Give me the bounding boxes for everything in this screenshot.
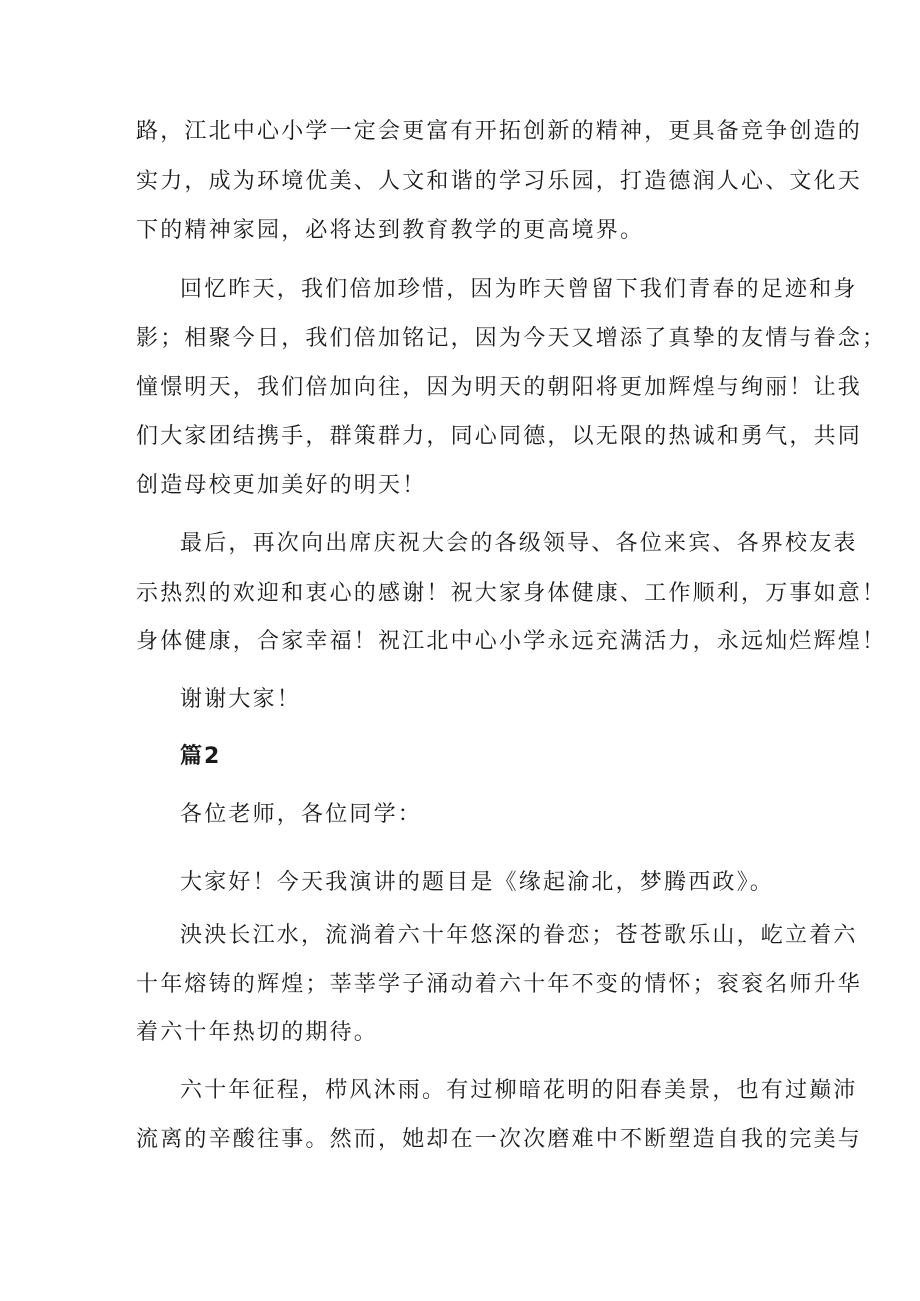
paragraph-2-line-2: 影；相聚今日，我们倍加铭记，因为今天又增添了真挚的友情与眷念； [136,326,887,351]
section2-paragraph-3-line-2: 十年熔铸的辉煌；莘莘学子涌动着六十年不变的情怀；衮衮名师升华 [136,972,863,997]
paragraph-2-line-3: 憧憬明天，我们倍加向往，因为明天的朝阳将更加辉煌与绚丽！让我 [136,375,863,400]
paragraph-1-line-3: 下的精神家园，必将达到教育教学的更高境界。 [136,218,645,243]
section2-paragraph-3-line-3: 着六十年热切的期待。 [136,1020,379,1045]
paragraph-4-line-1: 谢谢大家！ [180,687,302,712]
paragraph-1-line-1: 路，江北中心小学一定会更富有开拓创新的精神，更具备竞争创造的 [136,119,863,144]
paragraph-2-line-1: 回忆昨天，我们倍加珍惜，因为昨天曾留下我们青春的足迹和身 [180,277,858,302]
section2-paragraph-3-line-1: 泱泱长江水，流淌着六十年悠深的眷恋；苍苍歌乐山，屹立着六 [180,923,858,948]
section2-paragraph-4-line-2: 流离的辛酸往事。然而，她却在一次次磨难中不断塑造自我的完美与 [136,1127,863,1152]
section2-paragraph-4-line-1: 六十年征程，栉风沐雨。有过柳暗花明的阳春美景，也有过巅沛 [180,1078,858,1103]
section2-intro: 大家好！今天我演讲的题目是《缘起渝北，梦腾西政》。 [180,870,775,895]
section-heading: 篇2 [180,744,222,769]
paragraph-2-line-5: 创造母校更加美好的明天！ [136,473,427,498]
paragraph-3-line-2: 示热烈的欢迎和衷心的感谢！祝大家身体健康、工作顺利，万事如意！ [136,581,887,606]
paragraph-3-line-3: 身体健康，合家幸福！祝江北中心小学永远充满活力，永远灿烂辉煌！ [136,629,887,654]
paragraph-3-line-1: 最后，再次向出席庆祝大会的各级领导、各位来宾、各界校友表 [180,531,858,556]
section2-greeting: 各位老师，各位同学： [180,802,423,827]
paragraph-2-line-4: 们大家团结携手，群策群力，同心同德，以无限的热诚和勇气，共同 [136,424,863,449]
paragraph-1-line-2: 实力，成为环境优美、人文和谐的学习乐园，打造德润人心、文化天 [136,169,863,194]
